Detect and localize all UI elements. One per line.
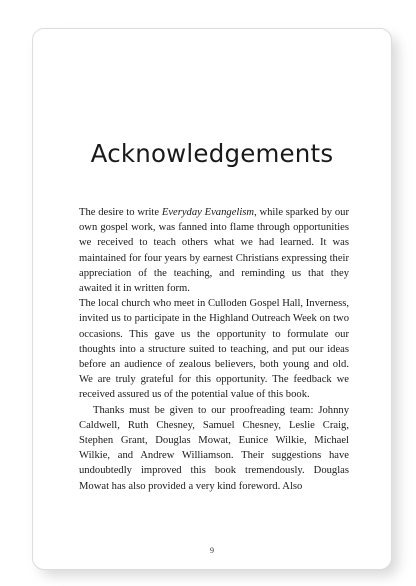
paragraph-3: Thanks must be given to our proofreading team: Johnny Caldwell, Ruth Chesney, Samuel Chesney, Leslie Craig, Stephen Grant, Douglas Mowat, Eunice Wilkie, Michael Wilkie, and Andrew Williamson. Their suggestions have undoubtedly improved this book tremendously. Douglas Mowat has also provided a very kind foreword. Also (79, 404, 349, 492)
book-page (32, 28, 392, 570)
paragraph-2: The local church who meet in Culloden Gospel Hall, Inverness, invited us to participate in the Highland Outreach Week on two occasions. This gave us the opportunity to formulate our thoughts into a structure suited to teaching, and put our ideas before an audience of zealous believers, both young and old. We are truly grateful for this opportunity. The feedback we received assured us of the potential value of this book. (79, 298, 349, 401)
page-title: Acknowledgements (90, 139, 334, 168)
paragraph-1-rest: , while sparked by our own gospel work, was fanned into flame through opportunities we received to teach others what we had learned. It was maintained for four years by earnest Christians expressing their appreciation of the teaching, and reminding us that they awaited it in written form. (79, 207, 349, 295)
body-text (79, 205, 349, 494)
paragraph-1 (79, 205, 349, 296)
page-number: 9 (210, 546, 214, 555)
paragraph-1-lead: The desire to write (79, 207, 162, 218)
book-title-italic: Everyday Evangelism (161, 207, 255, 218)
